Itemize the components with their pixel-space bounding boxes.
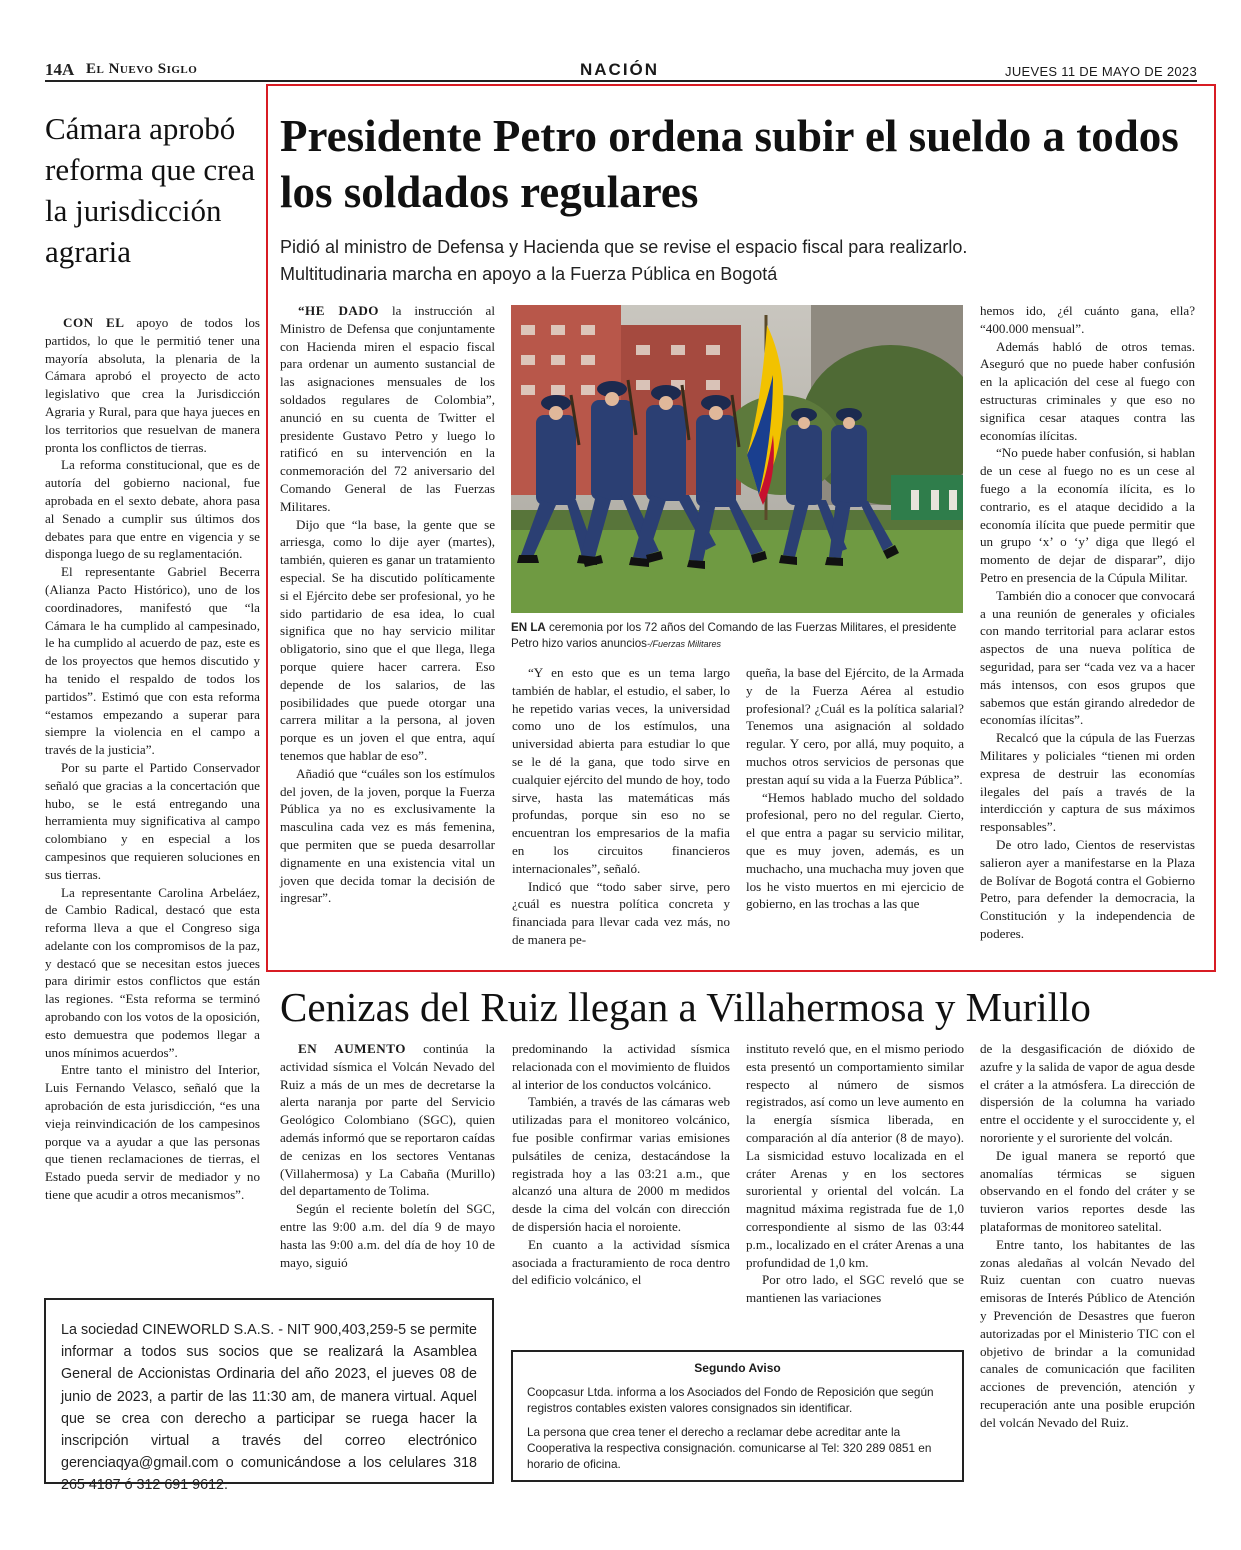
header-rule <box>45 80 1197 82</box>
ruiz-paragraph: En cuanto a la actividad sísmica asociada a fracturamiento de roca dentro del edificio volcánico, el <box>512 1236 730 1288</box>
main-paragraph: queña, la base del Ejército, de la Armada y de la Fuerza Aérea al estudio profesional? ¿Cuál es la política salarial? Tenemos una asignación al soldado regular. Y cero, por allá, muy poquito, a muchos otros servicios de personas que prestan aquí su vida a la Fuerza Pública”. <box>746 665 964 787</box>
ruiz-story-column-2 <box>512 1040 730 1289</box>
main-paragraph: “Y en esto que es un tema largo también de hablar, el estudio, el saber, lo he repetido varias veces, la universidad como uno de los estímulos, una universidad abierta para estudiar lo que se le dé la gana, que todo sirve en cualquier ejército del mundo de hoy, todo sirve, hasta las matemáticas más profundas, porque sin eso no se encuentran los empresarios de la mafia en los circuitos financieros internacionales”, señaló. <box>512 665 730 876</box>
photo-credit: -/Fuerzas Militares <box>646 638 721 649</box>
coopcasur-notice-title: Segundo Aviso <box>694 1361 781 1375</box>
issue-date: JUEVES 11 DE MAYO DE 2023 <box>1005 64 1197 79</box>
section-title: NACIÓN <box>580 60 660 79</box>
main-paragraph: Indicó que “todo saber sirve, pero ¿cuál es nuestra política concreta y financiada para llevar cada vez más, no de manera pe- <box>512 878 730 947</box>
left-story-body <box>45 314 260 1204</box>
caption-text: ceremonia por los 72 años del Comando de las Fuerzas Militares, el presidente Petro hizo varios anuncios <box>511 621 957 650</box>
main-story-headline: Presidente Petro ordena subir el sueldo a todos los soldados regulares <box>280 111 1179 217</box>
coopcasur-notice <box>511 1350 964 1482</box>
subhead-line: Pidió al ministro de Defensa y Hacienda que se revise el espacio fiscal para realizarlo. <box>280 237 968 257</box>
ruiz-story-headline: Cenizas del Ruiz llegan a Villahermosa y Murillo <box>280 984 1091 1030</box>
left-story-paragraph: La representante Carolina Arbeláez, de Cambio Radical, destacó que esta reforma lleva a que el Congreso siga adelante con los compromisos de la paz, y destacó que se necesitan estos jueces para dirimir estos conflictos que están las regiones. “Esta reforma se terminó aprobando con los votos de la oposición, esto demuestra que podemos llegar a unos mínimos acuerdos”. <box>45 884 260 1060</box>
ruiz-paragraph: predominando la actividad sísmica relacionada con el movimiento de fluidos al interior de los conductos volcánico. <box>512 1041 730 1092</box>
main-story-column-2 <box>512 664 730 949</box>
ruiz-story-column-1 <box>280 1040 495 1271</box>
cineworld-notice <box>44 1298 494 1494</box>
main-paragraph: Dijo que “la base, la gente que se arriesga, como lo dije ayer (martes), también, quieren es ganar un tratamiento especial. Se ha discutido políticamente si el Ejército debe ser profesional, yo he sido partidario de esa idea, lo cual significa que no hay servicio militar obligatorio, sino que el que llega, llega porque quiere hacer carrera. Eso depende de los salarios, de las posibilidades que puede otorgar una carrera militar a la persona, al joven porque es un joven el que entra, aquí tenemos que hablar de eso”. <box>280 516 495 763</box>
main-story-column-4 <box>980 302 1195 943</box>
left-story-paragraph: La reforma constitucional, que es de autoría del gobierno nacional, fue aprobada en el sexto debate, ahora pasa al Senado a cumplir sus últimos dos debates para que entre en vigencia y se disponga luego de su reglamentación. <box>45 457 260 562</box>
ruiz-paragraph: Entre tanto, los habitantes de las zonas aledañas al volcán Nevado del Ruiz cuentan con cuatro nuevas emisoras de Interés Público de Atención y Prevención de Desastres que fueron autorizadas por el Ministerio TIC con el objetivo de brindar a la comunidad canales de comunicación que faciliten acciones de prevención, atención y recuperación ante una posible erupción del volcán Nevado del Ruiz. <box>980 1236 1195 1430</box>
main-story-lead: “HE DADO <box>298 303 379 318</box>
main-paragraph: De otro lado, Cientos de reservistas salieron ayer a manifestarse en la Plaza de Bolívar de Bogotá contra el Gobierno Petro, para defender la democracia, la Constitución y la independencia de poderes. <box>980 836 1195 941</box>
parade-photo <box>511 305 963 613</box>
page-number: 14A <box>45 60 75 79</box>
left-story-paragraph: Por su parte el Partido Conservador señaló que gracias a la concertación que hubo, se le está entregando una herramienta muy significativa al campo colombiano y en especial a los campesinos que requieren soluciones en sus tierras. <box>45 759 260 882</box>
caption-lead: EN LA <box>511 621 546 634</box>
ruiz-story-lead: EN AUMENTO <box>298 1041 406 1056</box>
main-story-subhead <box>280 234 1180 288</box>
main-paragraph: Recalcó que la cúpula de las Fuerzas Militares y policiales “tienen mi orden expresa de destruir las economías ilegales del país a través de la interdicción y captura de sus máximos responsables”. <box>980 730 1195 835</box>
ruiz-paragraph: De igual manera se reportó que anomalías térmicas se siguen observando en el fondo del cráter y se tuvieron varios reportes desde las plataformas de monitoreo satelital. <box>980 1147 1195 1234</box>
parade-photo-image <box>511 305 963 613</box>
left-story-lead: CON EL <box>63 315 125 330</box>
photo-caption <box>511 620 963 652</box>
cineworld-notice-text: La sociedad CINEWORLD S.A.S. - NIT 900,403,259-5 se permite informar a todos sus socios que se realizará la Asamblea General de Accionistas Ordinaria del año 2023, el jueves 08 de junio de 2023, a partir de las 11:30 am, de manera virtual. Aquel que se crea con derecho a participar se ruega hacer la inscripción virtual a través del correo electrónico gerenciaqya@gmail.com o comunicándose a los celulares 318 265 4187 ó 312 691 9612. <box>61 1322 477 1494</box>
ruiz-paragraph: de la desgasificación de dióxido de azufre y la salida de vapor de agua desde el cráter a la atmósfera. La dirección de dispersión de la columna ha variado entre el occidente y el suroccidente y, el nororiente y el suroriente del volcán. <box>980 1041 1195 1145</box>
coopcasur-notice-text: Coopcasur Ltda. informa a los Asociados del Fondo de Reposición que según registros contables existen valores consignados sin identificar. <box>527 1385 934 1415</box>
main-paragraph: hemos ido, ¿él cuánto gana, ella? “400.000 mensual”. <box>980 303 1195 336</box>
ruiz-story-column-3 <box>746 1040 964 1307</box>
ruiz-paragraph: También, a través de las cámaras web utilizadas para el monitoreo volcánico, fue posible confirmar varias emisiones pulsátiles de ceniza, destacándose la registrada hoy a las 03:21 a.m., que alcanzó una altura de 2000 m medidos desde la cima del volcán con dirección de dispersión hacia el noroiente. <box>512 1094 730 1234</box>
left-story-paragraph: apoyo de todos los partidos, lo que le permitió tener una mayoría absoluta, la plenaria de la Cámara aprobó el proyecto de acto legislativo que crea la Jurisdicción Agraria y Rural, para que haya jueces en los territorios que resuelvan de manera pronta los conflictos de tierras. <box>45 315 260 455</box>
left-story-headline: Cámara aprobó reforma que crea la jurisdicción agraria <box>45 111 255 269</box>
subhead-line: Multitudinaria marcha en apoyo a la Fuerza Pública en Bogotá <box>280 264 778 284</box>
main-paragraph: Además habló de otros temas. Aseguró que no puede haber confusión en la aplicación del cese al fuego con estructuras criminales y que eso no significa cesar ataques contra las economías ilícitas. <box>980 338 1195 443</box>
main-paragraph: También dio a conocer que convocará a una reunión de generales y oficiales con mando territorial para aclarar estos aspectos de una nueva política de seguridad, para ser “cada vez va a hacer más intensos, con esos grupos que sabemos que están girando alrededor de economías ilícitas”. <box>980 587 1195 728</box>
main-story-column-1 <box>280 302 495 907</box>
ruiz-story-column-4 <box>980 1040 1195 1432</box>
coopcasur-notice-text: La persona que crea tener el derecho a reclamar debe acreditar ante la Cooperativa la respectiva consignación. comunicarse al Tel: 320 289 0851 en horario de oficina. <box>527 1425 932 1471</box>
ruiz-paragraph: continúa la actividad sísmica el Volcán Nevado del Ruiz a más de un mes de decretarse la alerta naranja por parte del Servicio Geológico Colombiano (SGC), quien además informó que se reportaron caídas de cenizas en los sectores Ventanas (Villahermosa) y La Cabaña (Murillo) del departamento de Tolima. <box>280 1041 495 1199</box>
main-paragraph: la instrucción al Ministro de Defensa que conjuntamente con Hacienda miren el espacio fiscal para ordenar un aumento sustancial de las asignaciones mensuales de los soldados regulares de Colombia”, anunció en su cuenta de Twitter el presidente Gustavo Petro y luego lo ratificó en su intervención en la conmemoración del 72 aniversario del Comando General de las Fuerzas Militares. <box>280 303 495 514</box>
main-story-column-3 <box>746 664 964 913</box>
newspaper-name: El Nuevo Siglo <box>86 61 198 77</box>
left-story-paragraph: Entre tanto el ministro del Interior, Luis Fernando Velasco, señaló que la aprobación de esta jurisdicción, “es una vieja reinvindicación de los campesinos porque va a ayudar a que las personas que tienen reclamaciones de tierras, el Estado pueda servir de mediador y no tiene que acudir a otros mecanismos”. <box>45 1062 260 1203</box>
main-paragraph: Añadió que “cuáles son los estímulos del joven, de la joven, porque la Fuerza Pública ya no es exclusivamente la masculina cada vez es más femenina, que permiten que se pueda desarrollar dignamente en una existencia vital un joven que decida tomar la decisión de ingresar”. <box>280 765 495 906</box>
main-paragraph: “Hemos hablado mucho del soldado profesional, pero no del regular. Cierto, el que entra a pagar su servicio militar, que es muy joven, además, es un muchacho, una muchacha muy joven que los he visto muertos en mi ejercicio de gobierno, en las trochas a las que <box>746 789 964 912</box>
left-story-paragraph: El representante Gabriel Becerra (Alianza Pacto Histórico), uno de los coordinadores, manifestó que “la Cámara le ha cumplido al campesinado, le ha cumplido al acuerdo de paz, este es de los proyectos que hemos discutido y ha tenido el respaldo de todos los partidos”. Estimó que con esta reforma “estamos empezando a superar para siempre la violencia en el campo a través de la justicia”. <box>45 564 260 758</box>
ruiz-paragraph: Según el reciente boletín del SGC, entre las 9:00 a.m. del día 9 de mayo hasta las 9:00 a.m. del día de hoy 10 de mayo, siguió <box>280 1201 495 1270</box>
ruiz-paragraph: instituto reveló que, en el mismo periodo esta presentó un comportamiento similar respecto al número de sismos registrados, así como un leve aumento en la energía sísmica liberada, en comparación al día anterior (8 de mayo). La sismicidad estuvo localizada en el cráter Arenas y en los sectores suroriental y oriental del volcán. La magnitud máxima registrada fue de 1,0 correspondiente al sismo de las 03:44 p.m., localizado en el cráter Arenas a una profundidad de 1,0 km. <box>746 1041 964 1270</box>
main-paragraph: “No puede haber confusión, si hablan de un cese al fuego no es un cese al fuego a la economía ilícita, es lo contrario, es el ataque decidido a la economía ilícita que puede permitir que un grupo ‘x’ o ‘y’ diga que llegó el momento de dejar de disparar”, dijo Petro en presencia de la Cúpula Militar. <box>980 445 1195 585</box>
ruiz-paragraph: Por otro lado, el SGC reveló que se mantienen las variaciones <box>746 1272 964 1306</box>
